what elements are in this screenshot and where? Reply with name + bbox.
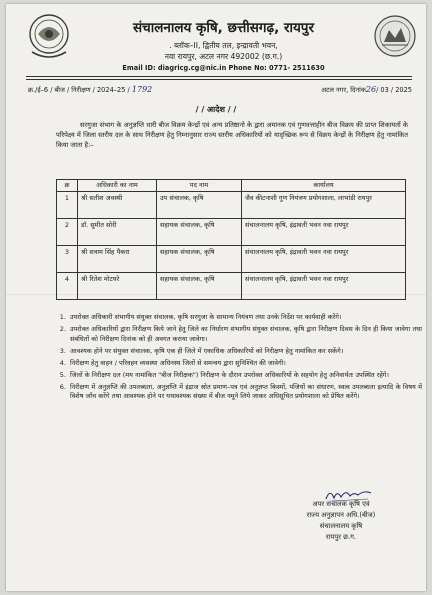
- list-item: 1. उपरोक्त अधिकारी संभागीय संयुक्त संचालक, कृषि सरगुजा के सामान्य नियंत्रण तथा उनके निर्देश पर कार्यवाही करेंगे।: [68, 313, 422, 323]
- list-item: 5. जिलों के निरीक्षण दल (मय नामांकित "बीज निरीक्षक") निरीक्षण के दौरान उपरोक्त अधिकारियों के सहयोग हेतु अनिवार्यतः उपस्थित रहेंगे।: [68, 371, 422, 381]
- office-address-line2: नवा रायपुर, अटल नगर 492002 (छ.ग.): [164, 52, 283, 61]
- table-cell: श्री सतीश अवस्थी: [78, 192, 157, 219]
- signature-line: रायपुर छ.ग.: [325, 533, 357, 541]
- table-row: [57, 219, 406, 246]
- list-item: 6. निरीक्षण में अनुज्ञप्ति की उपलब्धता, अनुज्ञप्ति में इंद्राज स्रोत प्रमाण–पत्र एवं अनुज्ञप्त किस्मों, पंजियों का संधारण, स्वत्व उपलब्धता इत्यादि के विषय में विशेष जाँच करेंगे तथा आवश्यक होने पर यथावश्यक संख्या में बीज नमूने लिये जाकर अधिसूचित प्रयोगशाला को प्रेषित करेंगे।: [68, 383, 422, 402]
- document-page: [6, 4, 426, 591]
- reference-date: अटल नगर, दिनांक26/ 03 / 2025: [321, 85, 412, 94]
- list-item: 4. निरीक्षण हेतु वाहन / परिवहन व्यवस्था अधिनस्थ जिलों से समन्वय द्वारा सुनिश्चित की जावेगी।: [68, 359, 422, 369]
- table-cell: 3: [57, 246, 78, 273]
- header-divider: [26, 76, 412, 77]
- paper-fold: [6, 294, 426, 295]
- office-contact: Email ID: diagricg.cg@nic.in Phone No: 0771- 2511630: [122, 64, 325, 72]
- table-cell: संचालनालय कृषि, इंद्रावती भवन नवा रायपुर: [242, 246, 406, 273]
- table-cell: संचालनालय कृषि, इंद्रावती भवन नवा रायपुर: [242, 273, 406, 300]
- state-emblem-icon: [26, 12, 72, 62]
- instruction-list: [54, 313, 422, 404]
- table-cell: सहायक संचालक, कृषि: [157, 219, 242, 246]
- signature-line: संचालनालय कृषि: [319, 522, 363, 530]
- officers-table: [56, 179, 406, 300]
- office-title: संचालनालय कृषि, छत्तीसगढ़, रायपुर: [133, 20, 314, 36]
- reference-line: [28, 85, 412, 97]
- table-header-cell: कार्यालय: [242, 180, 406, 192]
- table-cell: श्री रितेश मोटघरे: [78, 273, 157, 300]
- table-cell: 1: [57, 192, 78, 219]
- reference-date-handwritten: 26: [365, 85, 377, 94]
- list-item: 2. उपरोक्त अधिकारियों द्वारा निरीक्षण किये जाने हेतु जिले का निर्धारण संभागीय संयुक्त संचालक, कृषि द्वारा निरीक्षण दिवस के दिन ही किया जावेगा तथा संबंधितों को निरीक्षण दिनांक को ही अवगत कराया जावेगा।: [68, 325, 422, 344]
- reference-number: क्र./ई–6 / बीज / निरीक्षण / 2024–25 / 1792: [28, 85, 153, 94]
- table-header-cell: अधिकारी का नाम: [78, 180, 157, 192]
- signature-line: अपर संचालक कृषि एवं: [312, 500, 370, 508]
- signature-line: राज्य अनुज्ञापन अधि.(बीज): [306, 511, 376, 519]
- header-divider-thin: [26, 79, 412, 80]
- table-cell: डॉ. सुमीत सोरी: [78, 219, 157, 246]
- table-cell: सहायक संचालक, कृषि: [157, 273, 242, 300]
- signature-block: [276, 499, 406, 543]
- intro-paragraph: सरगुजा संभाग के अनुज्ञप्ति धारी बीज विक्रय केन्द्रों एवं अन्य प्रतिष्ठानो के द्वारा अमानक एवं गुणवत्ताहीन बीज विक्रय की प्राप्त शिकायतों के परिपेक्ष्य में जिला स्तरीय दल के साथ निरीक्षण हेतु निम्नानुसार राज्य स्तरीय अधिकारियों को यादृच्छिक रूप से विक्रय केन्द्रों के निरीक्षण हेतु नामांकित किया जाता है:–: [56, 121, 408, 149]
- table-row: [57, 273, 406, 300]
- table-cell: सहायक संचालक, कृषि: [157, 246, 242, 273]
- table-row: [57, 246, 406, 273]
- table-cell: जैव कीटनाशी गुण नियंत्रण प्रयोगशाला, लाभांडी रायपुर: [242, 192, 406, 219]
- department-seal-icon: [373, 14, 417, 58]
- reference-number-handwritten: 1792: [131, 85, 153, 94]
- table-cell: श्री सत्राम सिंह पैकरा: [78, 246, 157, 273]
- office-address-line1: . ब्लॉक–II, द्वितीय तल, इन्द्रावती भवन,: [169, 41, 278, 50]
- table-header-cell: क्र: [57, 180, 78, 192]
- table-cell: संचालनालय कृषि, इंद्रावती भवन नवा रायपुर: [242, 219, 406, 246]
- order-heading: / / आदेश / /: [195, 105, 237, 114]
- table-cell: 4: [57, 273, 78, 300]
- table-header-cell: पद नाम: [157, 180, 242, 192]
- table-cell: उप संचालक, कृषि: [157, 192, 242, 219]
- list-item: 3. आवश्यक होने पर संयुक्त संचालक, कृषि एक ही जिले में एकाधिक अधिकारियों को निरीक्षण हेतु नामांकित कर सकेंगे।: [68, 347, 422, 357]
- table-row: [57, 192, 406, 219]
- table-header-row: [57, 180, 406, 192]
- table-cell: 2: [57, 219, 78, 246]
